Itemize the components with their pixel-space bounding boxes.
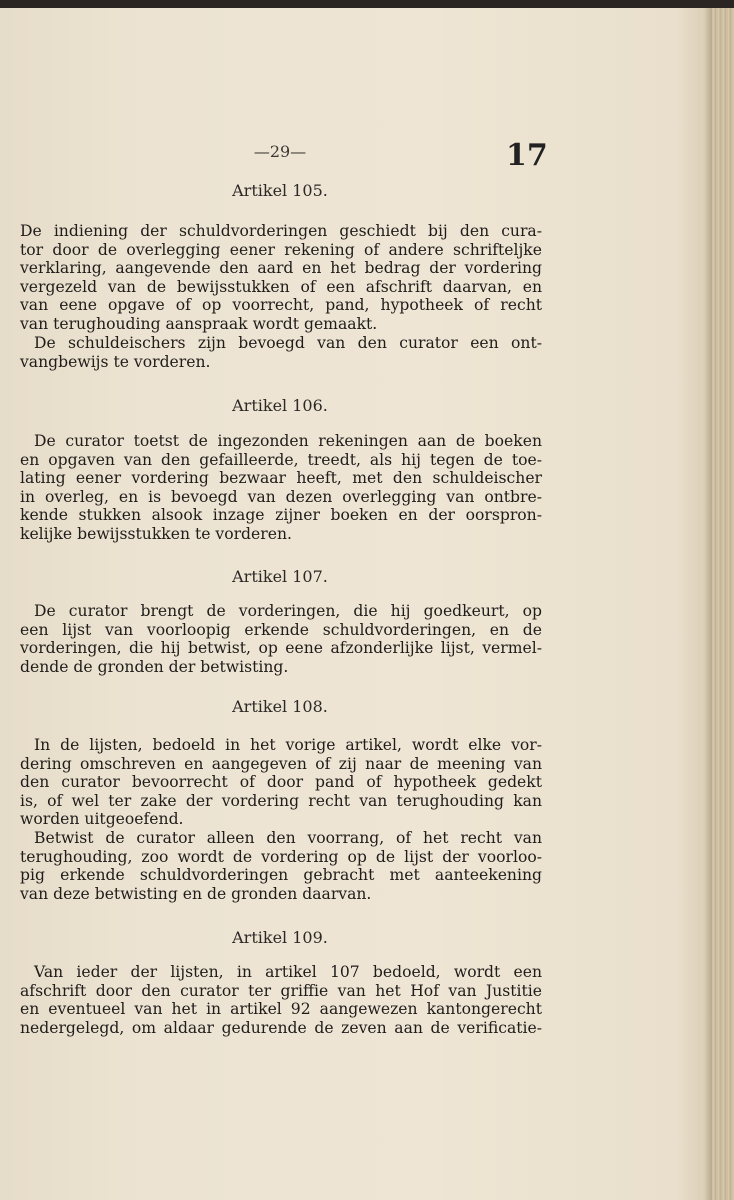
article-109-paragraph-1 (20, 963, 542, 1037)
text-line: De indiening der schuldvorderingen geschiedt bij den cura- (20, 222, 542, 240)
text-line: pig erkende schuldvorderingen gebracht met aanteekening (20, 866, 542, 885)
text-line: nedergelegd, om aldaar gedurende de zeven aan de verificatie- (20, 1018, 542, 1037)
text-line: dende de gronden der betwisting. (20, 657, 289, 676)
text-line: In de lijsten, bedoeld in het vorige artikel, wordt elke vor- (34, 736, 542, 754)
article-108-paragraph-2 (20, 829, 542, 903)
page-gutter-shadow (704, 8, 712, 1200)
text-line: De curator brengt de vorderingen, die hij goedkeurt, op (34, 602, 542, 620)
text-line: kelijke bewijsstukken te vorderen. (20, 524, 292, 543)
text-line: Betwist de curator alleen den voorrang, of het recht van (34, 829, 542, 847)
article-105-paragraph-1 (20, 222, 542, 334)
text-line: een lijst van voorloopig erkende schuldvorderingen, en de (20, 620, 542, 639)
text-line: en eventueel van het in artikel 92 aangewezen kantongerecht (20, 1000, 542, 1019)
text-line: Van ieder der lijsten, in artikel 107 bedoeld, wordt een (34, 963, 542, 981)
text-line: van terughouding aanspraak wordt gemaakt. (20, 314, 378, 333)
text-line: De curator toetst de ingezonden rekeningen aan de boeken (34, 432, 542, 450)
article-106-heading: Artikel 106. (232, 396, 328, 415)
text-line: lating eener vordering bezwaar heeft, met den schuldeischer (20, 469, 542, 488)
text-line: van deze betwisting en de gronden daarvan. (20, 884, 372, 903)
article-107-heading: Artikel 107. (232, 567, 328, 586)
text-line: De schuldeischers zijn bevoegd van den curator een ont- (34, 334, 542, 352)
article-105-paragraph-2 (20, 334, 542, 371)
text-line: kende stukken alsook inzage zijner boeken en der oorspron- (20, 506, 542, 525)
text-line: dering omschreven en aangegeven of zij naar de meening van (20, 754, 542, 773)
text-line: vangbewijs te vorderen. (20, 352, 211, 371)
article-108-heading: Artikel 108. (232, 697, 328, 716)
text-line: en opgaven van den gefailleerde, treedt, als hij tegen de toe- (20, 450, 542, 469)
text-line: is, of wel ter zake der vordering recht van terughouding kan (20, 791, 542, 810)
article-105-heading: Artikel 105. (232, 181, 328, 200)
text-line: tor door de overlegging eener rekening of andere schrifteljke (20, 240, 542, 259)
text-line: in overleg, en is bevoegd van dezen overlegging van ontbre- (20, 487, 542, 506)
article-109-heading: Artikel 109. (232, 928, 328, 947)
text-line: vergezeld van de bewijsstukken of een afschrift daarvan, en (20, 277, 542, 296)
page-edge-stack (712, 8, 734, 1200)
center-page-number: —29— (253, 142, 307, 161)
text-line: vorderingen, die hij betwist, op eene afzonderlijke lijst, vermel- (20, 639, 542, 658)
right-page-number: 17 (506, 138, 548, 173)
article-107-paragraph-1 (20, 602, 542, 676)
text-line: van eene opgave of op voorrecht, pand, hypotheek of recht (20, 296, 542, 315)
text-line: den curator bevoorrecht of door pand of hypotheek gedekt (20, 773, 542, 792)
text-line: terughouding, zoo wordt de vordering op de lijst der voorloo- (20, 847, 542, 866)
text-line: worden uitgeoefend. (20, 810, 184, 829)
article-108-paragraph-1 (20, 736, 542, 829)
text-line: verklaring, aangevende den aard en het bedrag der vordering (20, 259, 542, 278)
article-106-paragraph-1 (20, 432, 542, 544)
text-line: afschrift door den curator ter griffie van het Hof van Justitie (20, 981, 542, 1000)
